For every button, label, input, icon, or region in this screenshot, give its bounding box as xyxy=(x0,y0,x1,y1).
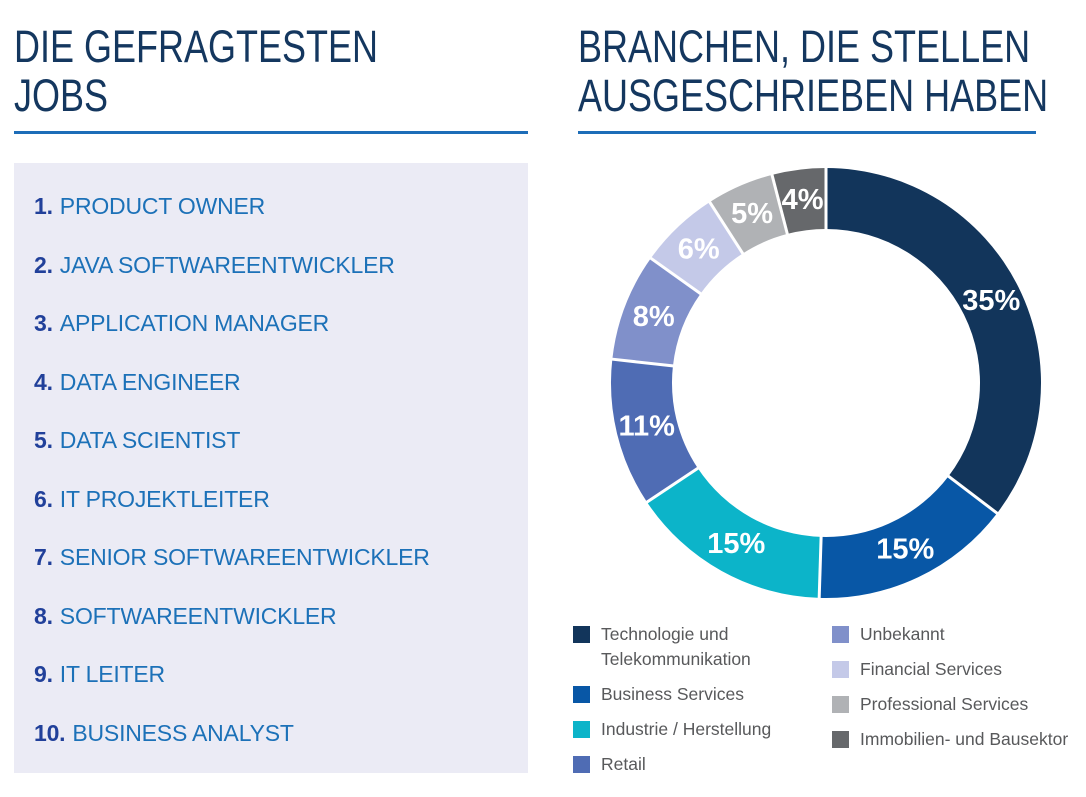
jobs-title-line2: JOBS xyxy=(14,70,109,121)
percent-label-industrie-herstellung: 15% xyxy=(707,528,766,561)
legend-item-industrie-herstellung xyxy=(573,717,825,742)
job-item-it-projektleiter xyxy=(34,487,528,512)
job-rank: 7. xyxy=(34,544,53,570)
job-rank: 1. xyxy=(34,193,53,219)
job-rank: 8. xyxy=(34,602,53,629)
percent-label-immobilien-und-bausektor: 4% xyxy=(781,183,824,216)
job-item-softwareentwickler xyxy=(34,604,528,629)
percent-label-business-services: 15% xyxy=(876,533,935,566)
legend-item-retail xyxy=(573,752,825,777)
jobs-panel xyxy=(14,163,528,773)
legend-item-technologie-und-telekommunikation xyxy=(573,622,825,672)
job-rank: 3. xyxy=(34,310,53,336)
legend-label: Technologie und Telekommunikation xyxy=(601,624,751,669)
donut-legend-column-2 xyxy=(832,622,1086,762)
job-item-it-leiter xyxy=(34,662,528,687)
legend-swatch-unbekannt xyxy=(832,626,849,643)
job-item-product-owner xyxy=(34,194,528,219)
legend-label: Immobilien- und Bausektor xyxy=(860,729,1069,749)
legend-swatch-immobilien-und-bausektor xyxy=(832,731,849,748)
percent-label-unbekannt: 8% xyxy=(632,301,675,334)
job-title: JAVA SOFTWAREENTWICKLER xyxy=(59,251,395,278)
job-item-data-engineer xyxy=(34,370,528,395)
job-title: SENIOR SOFTWAREENTWICKLER xyxy=(59,544,430,570)
percent-label-technologie-und-telekommunikation: 35% xyxy=(962,285,1021,318)
legend-label: Financial Services xyxy=(860,659,1002,679)
job-rank: 6. xyxy=(34,485,53,512)
job-item-data-scientist xyxy=(34,428,528,453)
job-rank: 5. xyxy=(34,427,53,453)
jobs-title-line1: DIE GEFRAGTESTEN xyxy=(14,21,379,72)
legend-swatch-retail xyxy=(573,756,590,773)
job-item-application-manager xyxy=(34,311,528,336)
legend-label: Industrie / Herstellung xyxy=(601,719,772,739)
jobs-title-underline xyxy=(14,131,528,134)
segment-divider xyxy=(819,536,821,599)
legend-label: Professional Services xyxy=(860,694,1029,714)
job-title: IT PROJEKTLEITER xyxy=(59,485,270,512)
donut-legend-column-1 xyxy=(573,622,825,787)
legend-swatch-industrie-herstellung xyxy=(573,721,590,738)
job-rank: 9. xyxy=(34,661,53,687)
branchen-title-line1: BRANCHEN, DIE STELLEN xyxy=(578,21,1031,72)
job-title: IT LEITER xyxy=(59,661,165,687)
job-item-senior-softwareentwickler xyxy=(34,545,528,570)
percent-label-retail: 11% xyxy=(618,410,675,443)
jobs-list xyxy=(34,194,528,746)
legend-label: Unbekannt xyxy=(860,624,945,644)
branchen-title-line2: AUSGESCHRIEBEN HABEN xyxy=(578,70,1049,121)
job-rank: 10. xyxy=(34,719,66,746)
legend-label: Business Services xyxy=(601,684,744,704)
legend-item-professional-services xyxy=(832,692,1086,717)
branchen-title-underline xyxy=(578,131,1036,134)
job-title: APPLICATION MANAGER xyxy=(59,310,330,336)
job-item-business-analyst xyxy=(34,721,528,746)
jobs-section-title xyxy=(14,22,378,120)
job-title: DATA SCIENTIST xyxy=(59,427,241,453)
donut-chart xyxy=(591,148,1061,618)
legend-swatch-professional-services xyxy=(832,696,849,713)
legend-item-financial-services xyxy=(832,657,1086,682)
job-title: BUSINESS ANALYST xyxy=(72,719,294,746)
job-title: PRODUCT OWNER xyxy=(59,193,266,219)
legend-swatch-business-services xyxy=(573,686,590,703)
percent-label-financial-services: 6% xyxy=(677,233,720,266)
legend-label: Retail xyxy=(601,754,646,774)
legend-item-unbekannt xyxy=(832,622,1086,647)
job-item-java-softwareentwickler xyxy=(34,253,528,278)
donut-segment-technologie-und-telekommunikation xyxy=(826,168,1041,513)
percent-label-professional-services: 5% xyxy=(731,197,773,230)
legend-item-immobilien-und-bausektor xyxy=(832,727,1086,752)
legend-swatch-technologie-und-telekommunikation xyxy=(573,626,590,643)
job-title: DATA ENGINEER xyxy=(59,368,241,395)
legend-item-business-services xyxy=(573,682,825,707)
job-rank: 4. xyxy=(34,368,53,395)
legend-swatch-financial-services xyxy=(832,661,849,678)
job-rank: 2. xyxy=(34,251,53,278)
job-title: SOFTWAREENTWICKLER xyxy=(59,602,337,629)
branchen-section-title xyxy=(578,22,1048,120)
